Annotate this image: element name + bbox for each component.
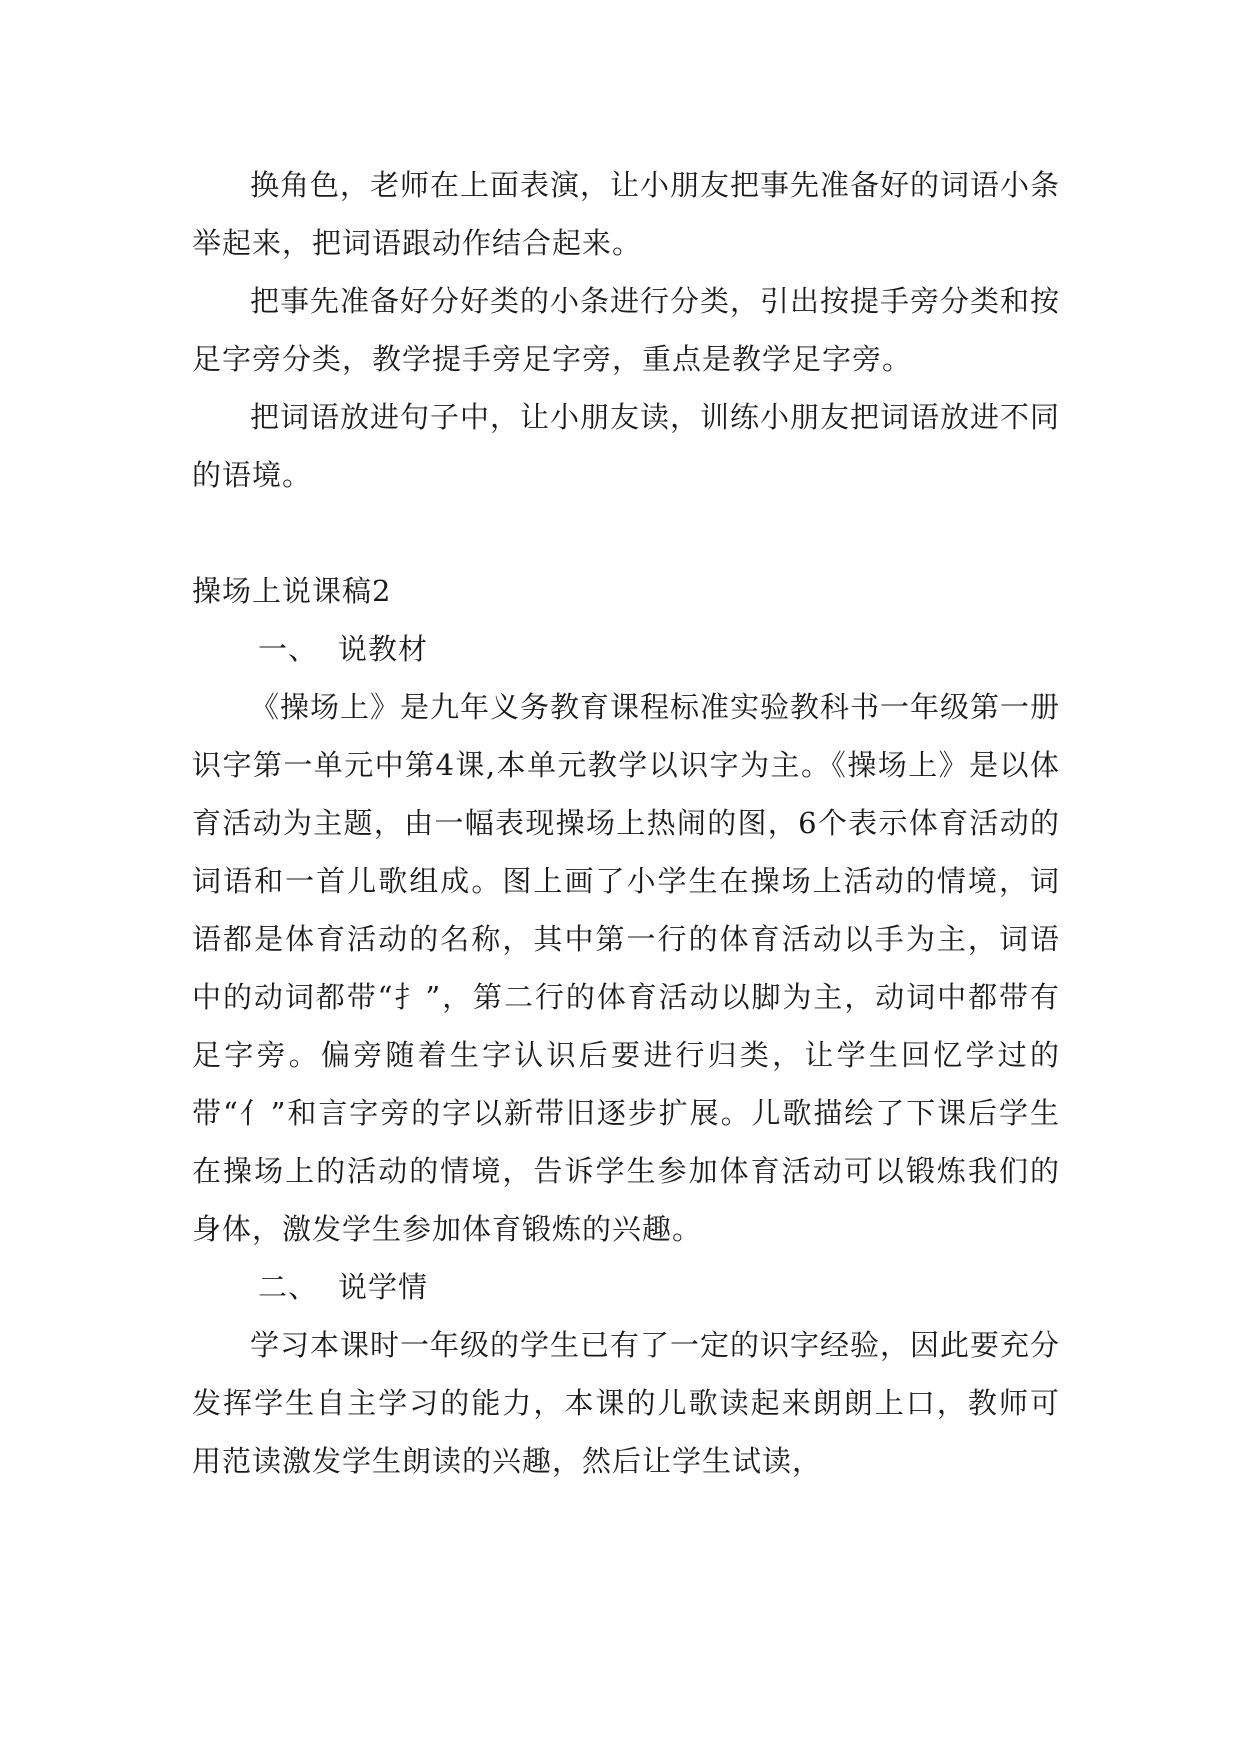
paragraph-students: 学习本课时一年级的学生已有了一定的识字经验，因此要充分发挥学生自主学习的能力，本课的儿歌读起来朗朗上口，教师可用范读激发学生朗读的兴趣，然后让学生试读， [192, 1328, 1061, 1478]
heading-number: 二、 [258, 1270, 319, 1304]
section-title: 操场上说课稿2 [192, 574, 392, 608]
paragraph-role-switch: 换角色，老师在上面表演，让小朋友把事先准备好的词语小条举起来，把词语跟动作结合起来。 [192, 168, 1061, 260]
document-body [192, 156, 1060, 1490]
heading-text: 说教材 [338, 632, 429, 666]
heading-students [192, 1258, 1060, 1316]
paragraph-context: 把词语放进句子中，让小朋友读，训练小朋友把词语放进不同的语境。 [192, 400, 1061, 492]
heading-text: 说学情 [338, 1270, 429, 1304]
heading-number: 一、 [258, 632, 319, 666]
paragraph-classify: 把事先准备好分好类的小条进行分类，引出按提手旁分类和按足字旁分类，教学提手旁足字旁，重点是教学足字旁。 [192, 284, 1061, 376]
heading-textbook [192, 620, 1060, 678]
paragraph-textbook: 《操场上》是九年义务教育课程标准实验教科书一年级第一册识字第一单元中第4课,本单元教学以识字为主。《操场上》是以体育活动为主题，由一幅表现操场上热闹的图，6个表示体育活动的词语和一首儿歌组成。图上画了小学生在操场上活动的情境，词语都是体育活动的名称，其中第一行的体育活动以手为主，词语中的动词都带“扌”，第二行的体育活动以脚为主，动词中都带有足字旁。偏旁随着生字认识后要进行归类，让学生回忆学过的带“亻”和言字旁的字以新带旧逐步扩展。儿歌描绘了下课后学生在操场上的活动的情境，告诉学生参加体育活动可以锻炼我们的身体，激发学生参加体育锻炼的兴趣。 [192, 690, 1061, 1246]
